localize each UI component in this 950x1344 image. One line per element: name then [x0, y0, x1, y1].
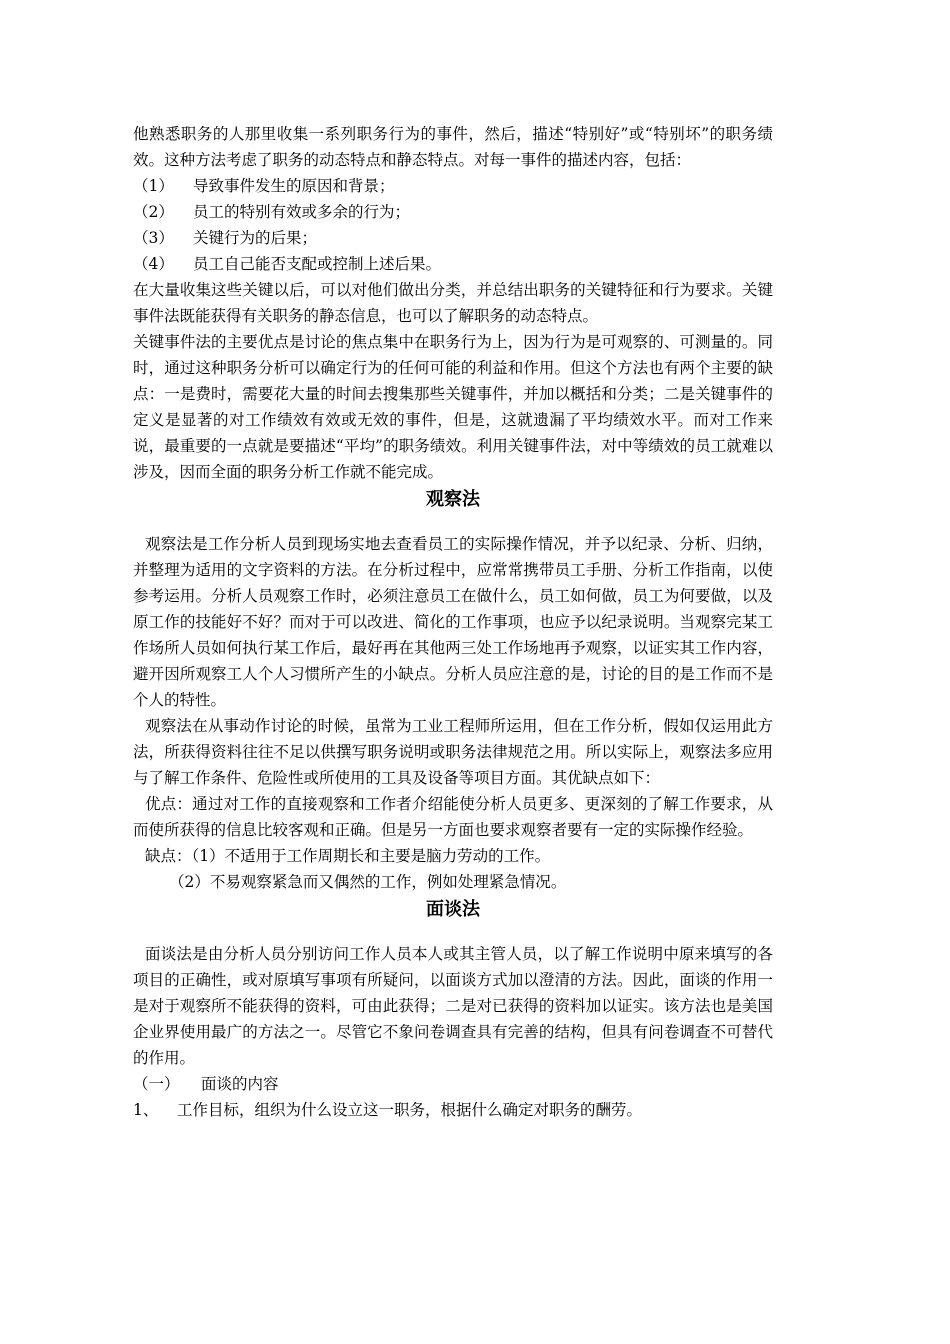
- list-item: [133, 173, 773, 199]
- section-heading-interview: 面谈法: [426, 899, 480, 920]
- list-item-number: （1）: [133, 177, 174, 195]
- list-item-number: 1、: [133, 1101, 159, 1119]
- subsection-number: （一）: [133, 1075, 180, 1093]
- list-item: [133, 225, 773, 251]
- list-item-text: 员工自己能否支配或控制上述后果。: [193, 255, 442, 273]
- intro-paragraph: 他熟悉职务的人那里收集一系列职务行为的事件，然后，描述“特别好”或“特别坏”的职务绩效。这种方法考虑了职务的动态特点和静态特点。对每一事件的描述内容，包括：: [133, 125, 773, 169]
- list-item: [133, 251, 773, 277]
- summary-paragraph: 在大量收集这些关键以后，可以对他们做出分类，并总结出职务的关键特征和行为要求。关键事件法既能获得有关职务的静态信息，也可以了解职务的动态特点。: [133, 281, 773, 325]
- document-page: [133, 121, 773, 1123]
- pros-cons-paragraph: 关键事件法的主要优点是讨论的焦点集中在职务行为上，因为行为是可观察的、可测量的。同时，通过这种职务分析可以确定行为的任何可能的利益和作用。但这个方法也有两个主要的缺点：一是费时，需要花大量的时间去搜集那些关键事件，并加以概括和分类；二是关键事件的定义是显著的对工作绩效有效或无效的事件，但是，这就遗漏了平均绩效水平。而对工作来说，最重要的一点就是要描述“平均”的职务绩效。利用关键事件法，对中等绩效的员工就难以涉及，因而全面的职务分析工作就不能完成。: [133, 333, 773, 481]
- list-item-text: 员工的特别有效或多余的行为；: [193, 203, 411, 221]
- list-item-text: 工作目标，组织为什么设立这一职务，根据什么确定对职务的酬劳。: [177, 1101, 643, 1119]
- observation-cons-line: （2）不易观察紧急而又偶然的工作，例如处理紧急情况。: [169, 873, 567, 891]
- list-item-number: （3）: [133, 229, 174, 247]
- observation-usage-paragraph: 观察法在从事动作讨论的时候，虽常为工业工程师所运用，但在工作分析，假如仅运用此方法，所获得资料往往不足以供撰写职务说明或职务法律规范之用。所以实际上，观察法多应用与了解工作条件、危险性或所使用的工具及设备等项目方面。其优缺点如下：: [133, 717, 773, 787]
- list-item-number: （4）: [133, 255, 174, 273]
- subsection-heading: [133, 1071, 773, 1097]
- observation-cons-line: 缺点：（1）不适用于工作周期长和主要是脑力劳动的工作。: [145, 847, 551, 865]
- interview-paragraph: 面谈法是由分析人员分别访问工作人员本人或其主管人员，以了解工作说明中原来填写的各项目的正确性，或对原填写事项有所疑问，以面谈方式加以澄清的方法。因此，面谈的作用一是对于观察所不能获得的资料，可由此获得；二是对已获得的资料加以证实。该方法也是美国企业界使用最广的方法之一。尽管它不象问卷调查具有完善的结构，但具有问卷调查不可替代的作用。: [133, 945, 773, 1067]
- list-item: [133, 199, 773, 225]
- observation-paragraph: 观察法是工作分析人员到现场实地去查看员工的实际操作情况，并予以纪录、分析、归纳，并整理为适用的文字资料的方法。在分析过程中，应常常携带员工手册、分析工作指南，以使参考运用。分析人员观察工作时，必须注意员工在做什么，员工如何做，员工为何要做，以及原工作的技能好不好？而对于可以改进、简化的工作事项，也应予以纪录说明。当观察完某工作场所人员如何执行某工作后，最好再在其他两三处工作场地再予观察，以证实其工作内容，避开因所观察工人个人习惯所产生的小缺点。分析人员应注意的是，讨论的目的是工作而不是个人的特性。: [133, 535, 773, 709]
- list-item: [133, 1097, 773, 1123]
- list-item-text: 关键行为的后果；: [193, 229, 318, 247]
- subsection-title: 面谈的内容: [201, 1075, 279, 1093]
- observation-pros-paragraph: 优点：通过对工作的直接观察和工作者介绍能使分析人员更多、更深刻的了解工作要求，从而使所获得的信息比较客观和正确。但是另一方面也要求观察者要有一定的实际操作经验。: [133, 795, 773, 839]
- list-item-text: 导致事件发生的原因和背景；: [193, 177, 395, 195]
- list-item-number: （2）: [133, 203, 174, 221]
- section-heading-observation: 观察法: [426, 489, 480, 510]
